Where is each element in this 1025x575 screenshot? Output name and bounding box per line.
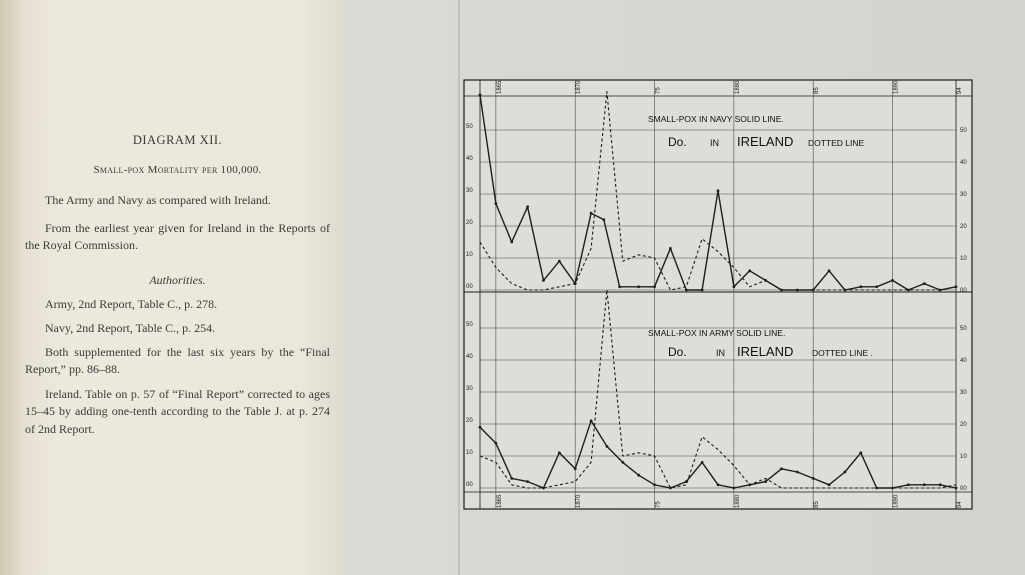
- data-point: [590, 212, 593, 215]
- y-tick-label-right: 20: [960, 422, 967, 428]
- data-point: [796, 471, 799, 474]
- comparison-text: The Army and Navy as compared with Ireland.: [45, 193, 271, 207]
- x-tick-label: 94: [957, 501, 963, 508]
- y-tick-label-left: 50: [466, 124, 473, 130]
- army-caption-in: IN: [716, 348, 725, 358]
- x-tick-label: 1890: [893, 80, 900, 94]
- data-point: [637, 285, 640, 288]
- data-point: [812, 477, 815, 480]
- data-point: [939, 483, 942, 486]
- army-caption-do: Do.: [668, 345, 687, 359]
- data-point: [891, 279, 894, 282]
- y-tick-label-left: 30: [466, 188, 473, 194]
- x-tick-label: 75: [655, 501, 662, 508]
- data-point: [748, 269, 751, 272]
- data-point: [542, 279, 545, 282]
- x-tick-label: 1880: [734, 494, 741, 508]
- data-point: [606, 445, 609, 448]
- y-tick-label-left: 10: [466, 450, 473, 456]
- authority-ireland: Ireland. Table on p. 57 of “Final Report” corrected to ages 15–45 by adding one-tenth according to the Table J. at p. 274 of 2nd Report.: [25, 387, 330, 436]
- x-tick-label: 1870: [576, 494, 583, 508]
- authorities-heading: Authorities.: [149, 273, 206, 287]
- y-tick-label-right: 00: [960, 486, 967, 492]
- data-point: [907, 483, 910, 486]
- x-tick-label: 75: [655, 87, 662, 94]
- y-tick-label-right: 40: [960, 160, 967, 166]
- y-tick-label-left: 40: [466, 354, 473, 360]
- y-tick-label-left: 00: [466, 482, 473, 488]
- y-tick-label-right: 10: [960, 454, 967, 460]
- y-tick-label-right: 50: [960, 128, 967, 134]
- y-tick-label-right: 00: [960, 288, 967, 294]
- army-caption-line1: SMALL-POX IN ARMY SOLID LINE.: [648, 328, 786, 338]
- x-tick-label: 1865: [496, 494, 503, 508]
- data-point: [701, 461, 704, 464]
- navy-caption-dotted: DOTTED LINE: [808, 138, 865, 148]
- data-point: [653, 285, 656, 288]
- data-point: [479, 93, 482, 96]
- x-tick-label: 1880: [734, 80, 741, 94]
- y-tick-label-left: 20: [466, 220, 473, 226]
- data-point: [780, 467, 783, 470]
- data-point: [618, 285, 621, 288]
- data-point: [510, 477, 513, 480]
- period-text: From the earliest year given for Ireland in the Reports of the Royal Commission.: [25, 221, 330, 253]
- data-point: [732, 487, 735, 490]
- y-tick-label-left: 40: [466, 156, 473, 162]
- data-point: [875, 285, 878, 288]
- data-point: [859, 285, 862, 288]
- x-tick-label: 85: [814, 501, 821, 508]
- data-point: [923, 483, 926, 486]
- navy-caption-in: IN: [710, 138, 719, 148]
- y-tick-label-left: 10: [466, 252, 473, 258]
- army-caption-ireland: IRELAND: [737, 344, 794, 359]
- data-point: [717, 189, 720, 192]
- data-point: [828, 483, 831, 486]
- data-point: [764, 480, 767, 483]
- data-point: [685, 289, 688, 292]
- data-point: [558, 451, 561, 454]
- navy-caption-do: Do.: [668, 135, 687, 149]
- data-point: [621, 461, 624, 464]
- y-tick-label-right: 40: [960, 358, 967, 364]
- data-point: [602, 218, 605, 221]
- data-point: [955, 487, 958, 490]
- y-tick-label-right: 50: [960, 326, 967, 332]
- y-tick-label-right: 10: [960, 256, 967, 262]
- data-point: [859, 451, 862, 454]
- data-point: [574, 467, 577, 470]
- data-point: [479, 426, 482, 429]
- y-tick-label-left: 20: [466, 418, 473, 424]
- y-tick-label-right: 30: [960, 390, 967, 396]
- authority-navy: Navy, 2nd Report, Table C., p. 254.: [45, 321, 216, 335]
- diagram-subtitle: Small-pox Mortality per 100,000.: [93, 164, 262, 176]
- data-point: [669, 247, 672, 250]
- data-point: [590, 419, 593, 422]
- authority-final-report: Both supplemented for the last six years by the “Final Report,” pp. 86–88.: [25, 345, 330, 377]
- data-point: [494, 202, 497, 205]
- navy-caption-line1: SMALL-POX IN NAVY SOLID LINE.: [648, 114, 784, 124]
- y-tick-label-left: 00: [466, 284, 473, 290]
- diagram-title: DIAGRAM XII.: [132, 133, 223, 147]
- data-point: [828, 269, 831, 272]
- data-point: [653, 483, 656, 486]
- x-tick-label: 94: [957, 87, 963, 94]
- data-point: [732, 285, 735, 288]
- data-point: [637, 474, 640, 477]
- y-tick-label-right: 30: [960, 192, 967, 198]
- y-tick-label-left: 50: [466, 322, 473, 328]
- data-point: [701, 289, 704, 292]
- data-point: [526, 480, 529, 483]
- data-point: [526, 205, 529, 208]
- data-point: [510, 241, 513, 244]
- data-point: [494, 442, 497, 445]
- data-point: [923, 282, 926, 285]
- x-tick-label: 85: [814, 87, 821, 94]
- army-caption-dotted: DOTTED LINE .: [812, 348, 873, 358]
- navy-caption-ireland: IRELAND: [737, 134, 794, 149]
- y-tick-label-left: 30: [466, 386, 473, 392]
- x-tick-label: 1865: [496, 80, 503, 94]
- data-point: [844, 471, 847, 474]
- authority-army: Army, 2nd Report, Table C., p. 278.: [45, 297, 218, 311]
- data-point: [717, 483, 720, 486]
- y-tick-label-right: 20: [960, 224, 967, 230]
- data-point: [558, 260, 561, 263]
- x-tick-label: 1870: [576, 80, 583, 94]
- x-tick-label: 1890: [893, 494, 900, 508]
